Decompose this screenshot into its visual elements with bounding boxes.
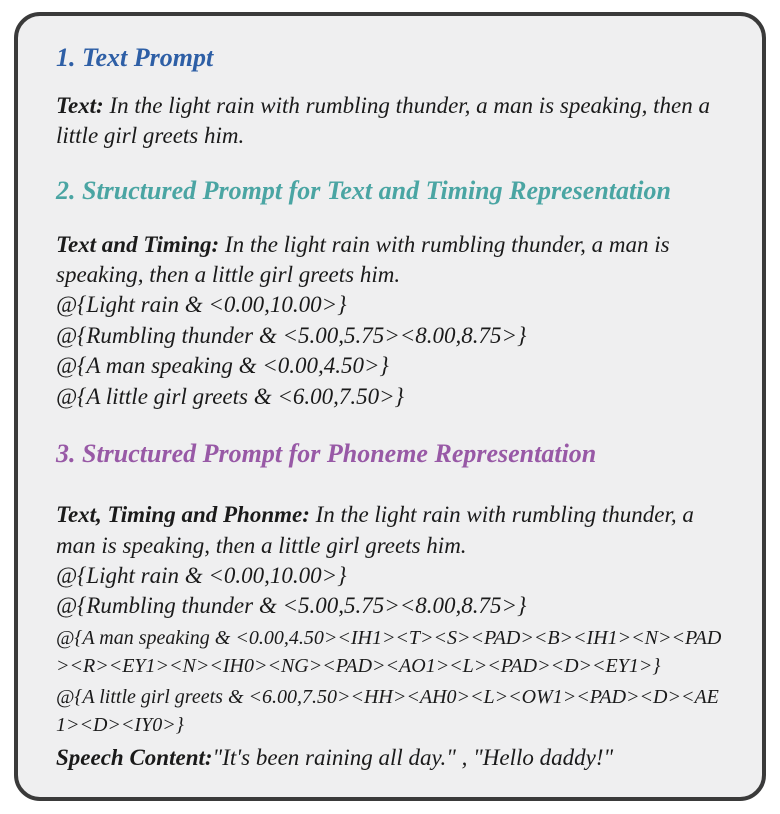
section1-heading: 1. Text Prompt — [56, 43, 214, 72]
section2-heading: 2. Structured Prompt for Text and Timing Representation — [56, 176, 671, 206]
prompt-figure-card — [14, 12, 766, 801]
section3-heading: 3. Structured Prompt for Phoneme Representation — [56, 438, 597, 468]
section2-label: Text and Timing: — [56, 231, 220, 257]
timing-event-light-rain: @{Light rain & <0.00,10.00>} — [56, 292, 347, 318]
section2-text: In the light rain with rumbling thunder, a man is speaking, then a little girl greets him. — [56, 231, 670, 288]
section3-paragraph — [56, 500, 724, 561]
section3-text: In the light rain with rumbling thunder, a man is speaking, then a little girl greets him. — [56, 502, 694, 558]
section1-label: Text: — [56, 92, 104, 118]
speech-content-line — [56, 743, 724, 773]
section2-paragraph — [56, 230, 724, 291]
timing-event-rumbling-thunder: @{Rumbling thunder & <5.00,5.75><8.00,8.75>} — [56, 322, 527, 348]
section3-label: Text, Timing and Phonme: — [56, 502, 310, 528]
section1-paragraph — [56, 91, 724, 152]
phoneme-event-girl-greets: @{A little girl greets & <6.00,7.50><HH><AH0><L><OW1><PAD><D><AE1><D><IY0>} — [56, 685, 719, 736]
speech-content-label: Speech Content: — [56, 745, 213, 771]
section1-text: In the light rain with rumbling thunder, a man is speaking, then a little girl greets him. — [56, 92, 710, 148]
timing-event-girl-greets: @{A little girl greets & <6.00,7.50>} — [56, 383, 404, 409]
timing-event-man-speaking: @{A man speaking & <0.00,4.50>} — [56, 353, 389, 379]
phoneme-section-event-rumbling-thunder: @{Rumbling thunder & <5.00,5.75><8.00,8.75>} — [56, 593, 527, 619]
speech-content-text: "It's been raining all day." , "Hello daddy!" — [212, 745, 614, 771]
phoneme-section-event-light-rain: @{Light rain & <0.00,10.00>} — [56, 563, 347, 589]
phoneme-event-man-speaking: @{A man speaking & <0.00,4.50><IH1><T><S><PAD><B><IH1><N><PAD><R><EY1><N><IH0><NG><PAD><AO1><L><PAD><D><EY1>} — [56, 626, 722, 678]
